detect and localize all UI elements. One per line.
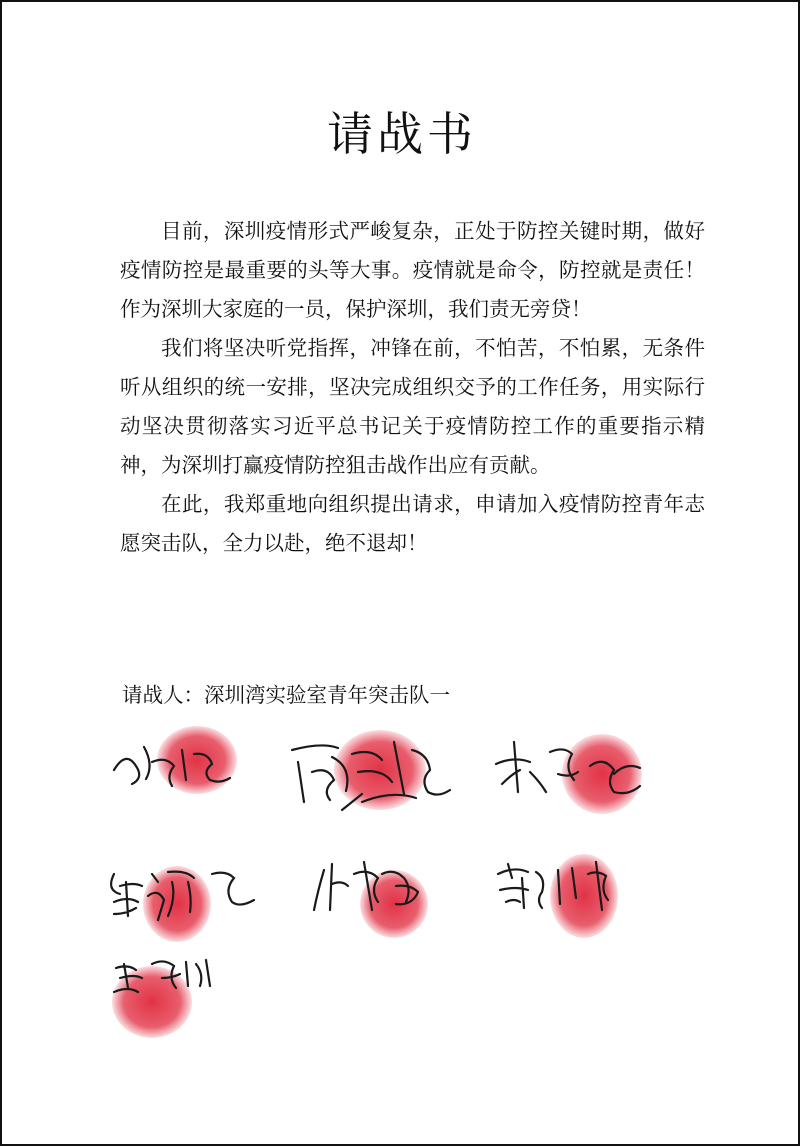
signature-7 xyxy=(112,960,210,1038)
signature-3 xyxy=(496,734,642,814)
fingerprint-1 xyxy=(157,726,237,794)
signature-4 xyxy=(111,866,254,942)
signature-1 xyxy=(114,726,237,794)
signature-6 xyxy=(498,854,618,938)
signatures-area xyxy=(2,2,800,1148)
signer-line: 请战人：深圳湾实验室青年突击队一 xyxy=(122,683,450,707)
signature-5 xyxy=(314,862,428,938)
paragraph-1: 目前，深圳疫情形式严峻复杂，正处于防控关键时期，做好疫情防控是最重要的头等大事。疫情就是命令，防控就是责任！作为深圳大家庭的一员，保护深圳，我们责无旁贷！ xyxy=(120,219,705,321)
signature-2 xyxy=(292,730,450,810)
paragraph-2: 我们将坚决听党指挥，冲锋在前，不怕苦，不怕累，无条件听从组织的统一安排，坚决完成组织交予的工作任务，用实际行动坚决贯彻落实习近平总书记关于疫情防控工作的重要指示精神，为深圳打赢疫情防控狙击战作出应有贡献。 xyxy=(120,336,705,477)
paragraph-3: 在此，我郑重地向组织提出请求，申请加入疫情防控青年志愿突击队，全力以赴，绝不退却！ xyxy=(120,492,705,555)
document-title: 请战书 xyxy=(327,107,477,161)
